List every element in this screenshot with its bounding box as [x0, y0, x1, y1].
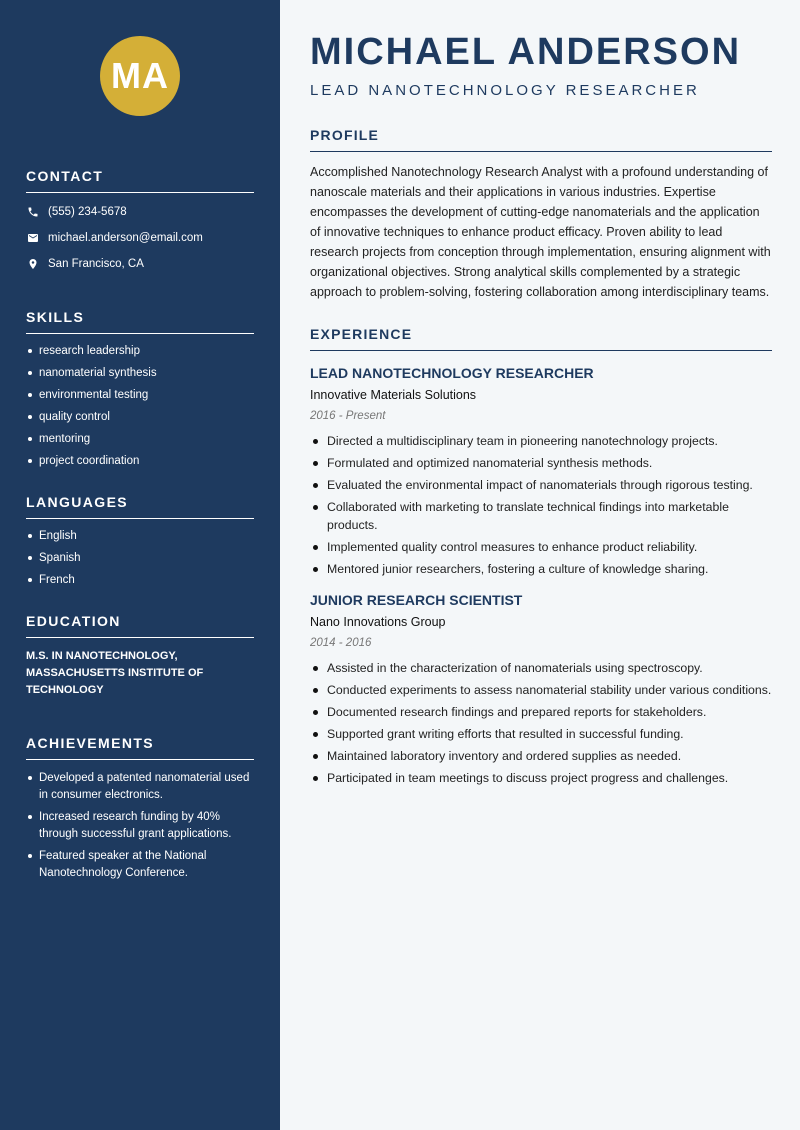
candidate-role: LEAD NANOTECHNOLOGY RESEARCHER: [310, 82, 700, 99]
job-entry: [310, 365, 772, 578]
job-bullet: Participated in team meetings to discuss project progress and challenges.: [310, 769, 772, 787]
languages-heading: LANGUAGES: [26, 494, 254, 519]
achievements-list: [26, 770, 254, 882]
location-pin-icon: [26, 257, 40, 271]
language-item: French: [26, 573, 254, 587]
contact-list: [26, 205, 254, 271]
contact-heading: CONTACT: [26, 168, 254, 193]
job-bullet: Supported grant writing efforts that resulted in successful funding.: [310, 725, 772, 743]
job-bullet: Documented research findings and prepared reports for stakeholders.: [310, 703, 772, 721]
skills-section: [26, 309, 254, 468]
achievement-item: Developed a patented nanomaterial used in consumer electronics.: [26, 770, 254, 804]
phone-text[interactable]: (555) 234-5678: [48, 206, 127, 218]
contact-location: [26, 257, 254, 271]
skill-item: quality control: [26, 410, 254, 424]
email-text[interactable]: michael.anderson@email.com: [48, 232, 203, 244]
education-section: [26, 613, 254, 699]
education-heading: EDUCATION: [26, 613, 254, 638]
job-title: LEAD NANOTECHNOLOGY RESEARCHER: [310, 365, 594, 381]
languages-section: [26, 494, 254, 587]
job-bullet: Maintained laboratory inventory and ordered supplies as needed.: [310, 747, 772, 765]
achievements-section: [26, 735, 254, 882]
job-title: JUNIOR RESEARCH SCIENTIST: [310, 592, 523, 608]
job-bullets: [310, 659, 772, 787]
contact-email: [26, 231, 254, 245]
phone-icon: [26, 205, 40, 219]
achievement-item: Featured speaker at the National Nanotechnology Conference.: [26, 848, 254, 882]
skills-list: [26, 344, 254, 468]
job-company: Nano Innovations Group: [310, 615, 446, 629]
avatar: MA: [100, 36, 180, 116]
skill-item: research leadership: [26, 344, 254, 358]
job-dates: 2014 - 2016: [310, 637, 372, 649]
experience-heading: EXPERIENCE: [310, 326, 772, 351]
profile-heading: PROFILE: [310, 127, 772, 152]
profile-text: Accomplished Nanotechnology Research Analyst with a profound understanding of nanoscale materials and their applications in various industries. Expertise encompasses the development of cutting-edge nanomaterials and the application of innovative techniques to enhance product efficacy. Proven ability to lead research projects from conception through implementation, ensuring alignment with organizational objectives. Strong analytical skills complemented by a strategic approach to problem-solving, fostering collaboration among interdisciplinary teams.: [310, 165, 771, 299]
skills-heading: SKILLS: [26, 309, 254, 334]
job-bullets: [310, 432, 772, 578]
job-bullet: Mentored junior researchers, fostering a culture of knowledge sharing.: [310, 560, 772, 578]
job-bullet: Evaluated the environmental impact of nanomaterials through rigorous testing.: [310, 476, 772, 494]
candidate-name: MICHAEL ANDERSON: [310, 31, 742, 73]
job-bullet: Assisted in the characterization of nanomaterials using spectroscopy.: [310, 659, 772, 677]
achievements-heading: ACHIEVEMENTS: [26, 735, 254, 760]
job-bullet: Implemented quality control measures to enhance product reliability.: [310, 538, 772, 556]
skill-item: project coordination: [26, 454, 254, 468]
contact-phone: [26, 205, 254, 219]
job-entry: [310, 592, 772, 787]
education-degree: M.S. IN NANOTECHNOLOGY, MASSACHUSETTS INSTITUTE OF TECHNOLOGY: [26, 650, 204, 696]
skill-item: mentoring: [26, 432, 254, 446]
skill-item: environmental testing: [26, 388, 254, 402]
job-bullet: Conducted experiments to assess nanomaterial stability under various conditions.: [310, 681, 772, 699]
location-text: San Francisco, CA: [48, 258, 144, 270]
main-content: [310, 30, 772, 791]
sidebar: [0, 0, 280, 1130]
skill-item: nanomaterial synthesis: [26, 366, 254, 380]
job-company: Innovative Materials Solutions: [310, 388, 477, 402]
language-item: Spanish: [26, 551, 254, 565]
job-dates: 2016 - Present: [310, 410, 386, 422]
achievement-item: Increased research funding by 40% through successful grant applications.: [26, 809, 254, 843]
job-bullet: Directed a multidisciplinary team in pioneering nanotechnology projects.: [310, 432, 772, 450]
job-bullet: Formulated and optimized nanomaterial synthesis methods.: [310, 454, 772, 472]
email-icon: [26, 231, 40, 245]
job-bullet: Collaborated with marketing to translate technical findings into marketable products.: [310, 498, 772, 534]
languages-list: [26, 529, 254, 587]
language-item: English: [26, 529, 254, 543]
